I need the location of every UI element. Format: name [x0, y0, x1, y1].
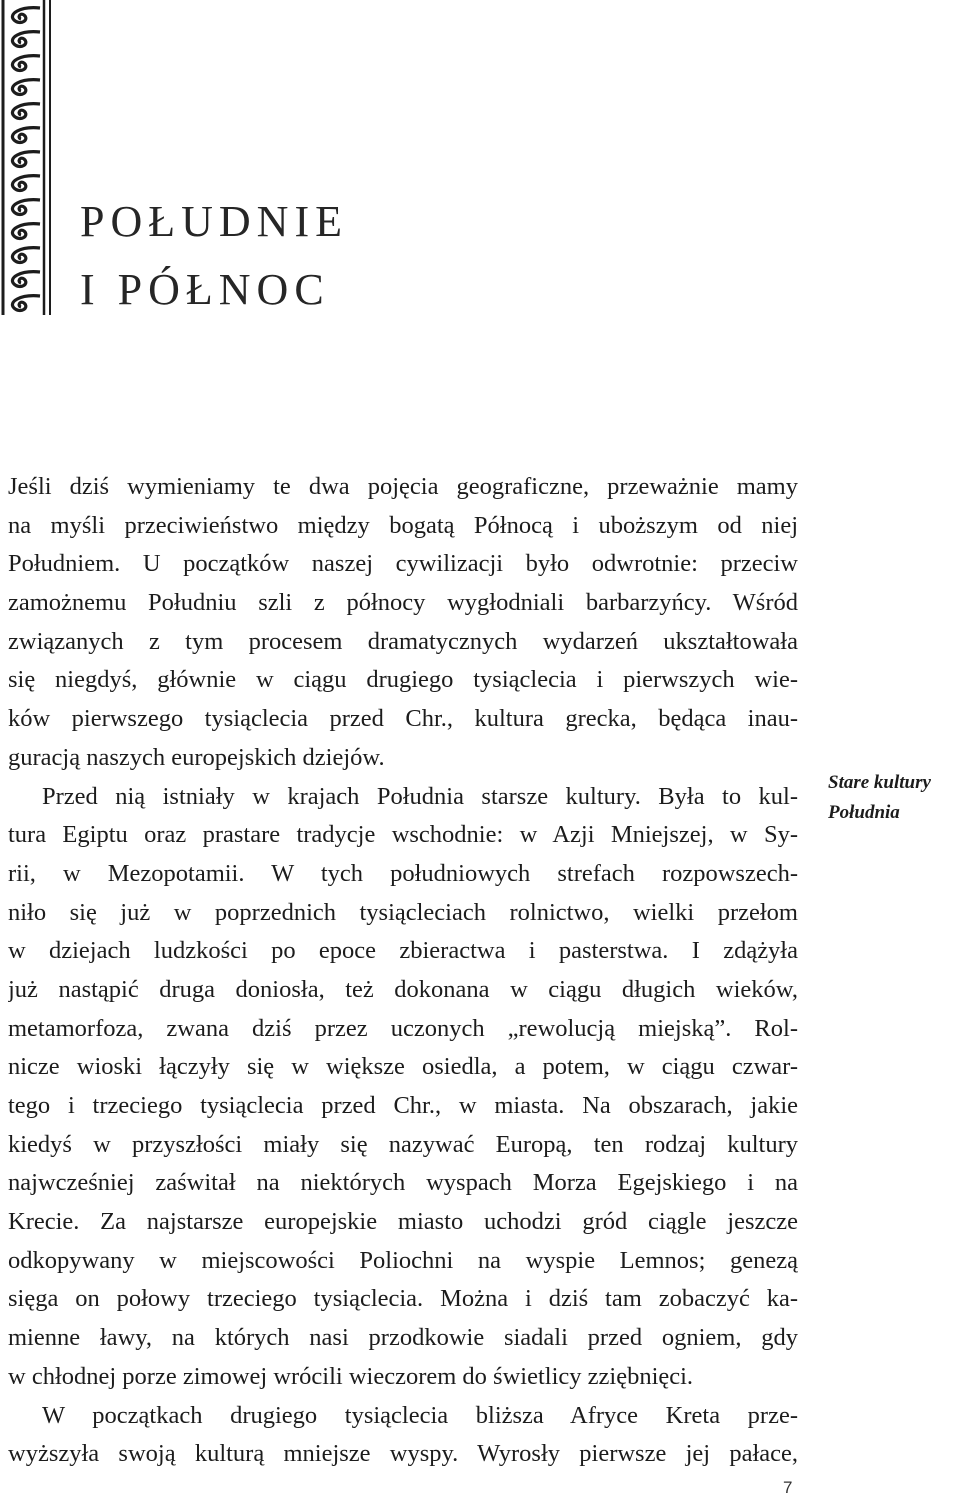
- text-line: na myśli przeciwieństwo między bogatą Północą i uboższym od niej: [8, 511, 798, 539]
- paragraph: [8, 778, 798, 1397]
- text-line: Przed nią istniały w krajach Południa starsze kultury. Była to kul-: [42, 782, 798, 810]
- text-line: ków pierwszego tysiąclecia przed Chr., kultura grecka, będąca inau-: [8, 705, 798, 733]
- text-line: metamorfoza, zwana dziś przez uczonych „rewolucją miejską”. Rol-: [8, 1014, 798, 1042]
- body-text: [8, 468, 798, 1474]
- text-line: najwcześniej zaświtał na niektórych wyspach Morza Egejskiego i na: [8, 1169, 798, 1197]
- text-line: mienne ławy, na których nasi przodkowie siadali przed ogniem, gdy: [8, 1324, 798, 1352]
- text-line: Południem. U początków naszej cywilizacji było odwrotnie: przeciw: [8, 550, 798, 578]
- text-line: w dziejach ludzkości po epoce zbieractwa i pasterstwa. I zdążyła: [8, 937, 798, 965]
- chapter-title: [80, 188, 348, 324]
- margin-note-line-2: Południa: [828, 802, 900, 823]
- text-line: Krecie. Za najstarsze europejskie miasto uchodzi gród ciągle jeszcze: [8, 1208, 798, 1236]
- paragraph: [8, 468, 798, 778]
- text-line: już nastąpić druga doniosła, też dokonana w ciągu długich wieków,: [8, 975, 798, 1003]
- text-line: tura Egiptu oraz prastare tradycje wschodnie: w Azji Mniejszej, w Sy-: [8, 821, 798, 849]
- text-line: nicze wioski łączyły się w większe osiedla, a potem, w ciągu czwar-: [8, 1053, 798, 1081]
- text-line: sięga on połowy trzeciego tysiąclecia. Można i dziś tam zobaczyć ka-: [8, 1285, 798, 1313]
- text-line: odkopywany w miejscowości Poliochni na wyspie Lemnos; genezą: [8, 1246, 798, 1274]
- text-line: kiedyś w przyszłości miały się nazywać Europą, ten rodzaj kultury: [8, 1130, 798, 1158]
- text-line: guracją naszych europejskich dziejów.: [8, 743, 385, 771]
- text-line: tego i trzeciego tysiąclecia przed Chr., w miasta. Na obszarach, jakie: [8, 1092, 798, 1119]
- greek-wave-border-ornament-icon: [0, 0, 60, 315]
- text-line: zamożnemu Południu szli z północy wygłodniali barbarzyńcy. Wśród: [8, 589, 798, 617]
- page-number: 7: [783, 1478, 793, 1497]
- chapter-title-line-1: POŁUDNIE: [80, 197, 348, 246]
- chapter-title-line-2: I PÓŁNOC: [80, 265, 330, 314]
- margin-note: [828, 768, 953, 828]
- text-line: W początkach drugiego tysiąclecia bliższa Afryce Kreta prze-: [42, 1401, 798, 1429]
- text-line: wyższyła swoją kulturą mniejsze wyspy. Wyrosły pierwsze jej pałace,: [8, 1440, 798, 1468]
- margin-note-line-1: Stare kultury: [828, 772, 931, 793]
- text-line: związanych z tym procesem dramatycznych wydarzeń ukształtowała: [8, 627, 798, 655]
- text-line: niło się już w poprzednich tysiącleciach rolnictwo, wielki przełom: [8, 898, 798, 926]
- text-line: w chłodnej porze zimowej wrócili wieczorem do świetlicy zziębnięci.: [8, 1362, 694, 1390]
- text-line: się niegdyś, głównie w ciągu drugiego tysiąclecia i pierwszych wie-: [8, 666, 798, 694]
- text-line: Jeśli dziś wymieniamy te dwa pojęcia geograficzne, przeważnie mamy: [8, 473, 798, 500]
- paragraph: [8, 1397, 798, 1474]
- text-line: rii, w Mezopotamii. W tych południowych strefach rozpowszech-: [8, 859, 798, 887]
